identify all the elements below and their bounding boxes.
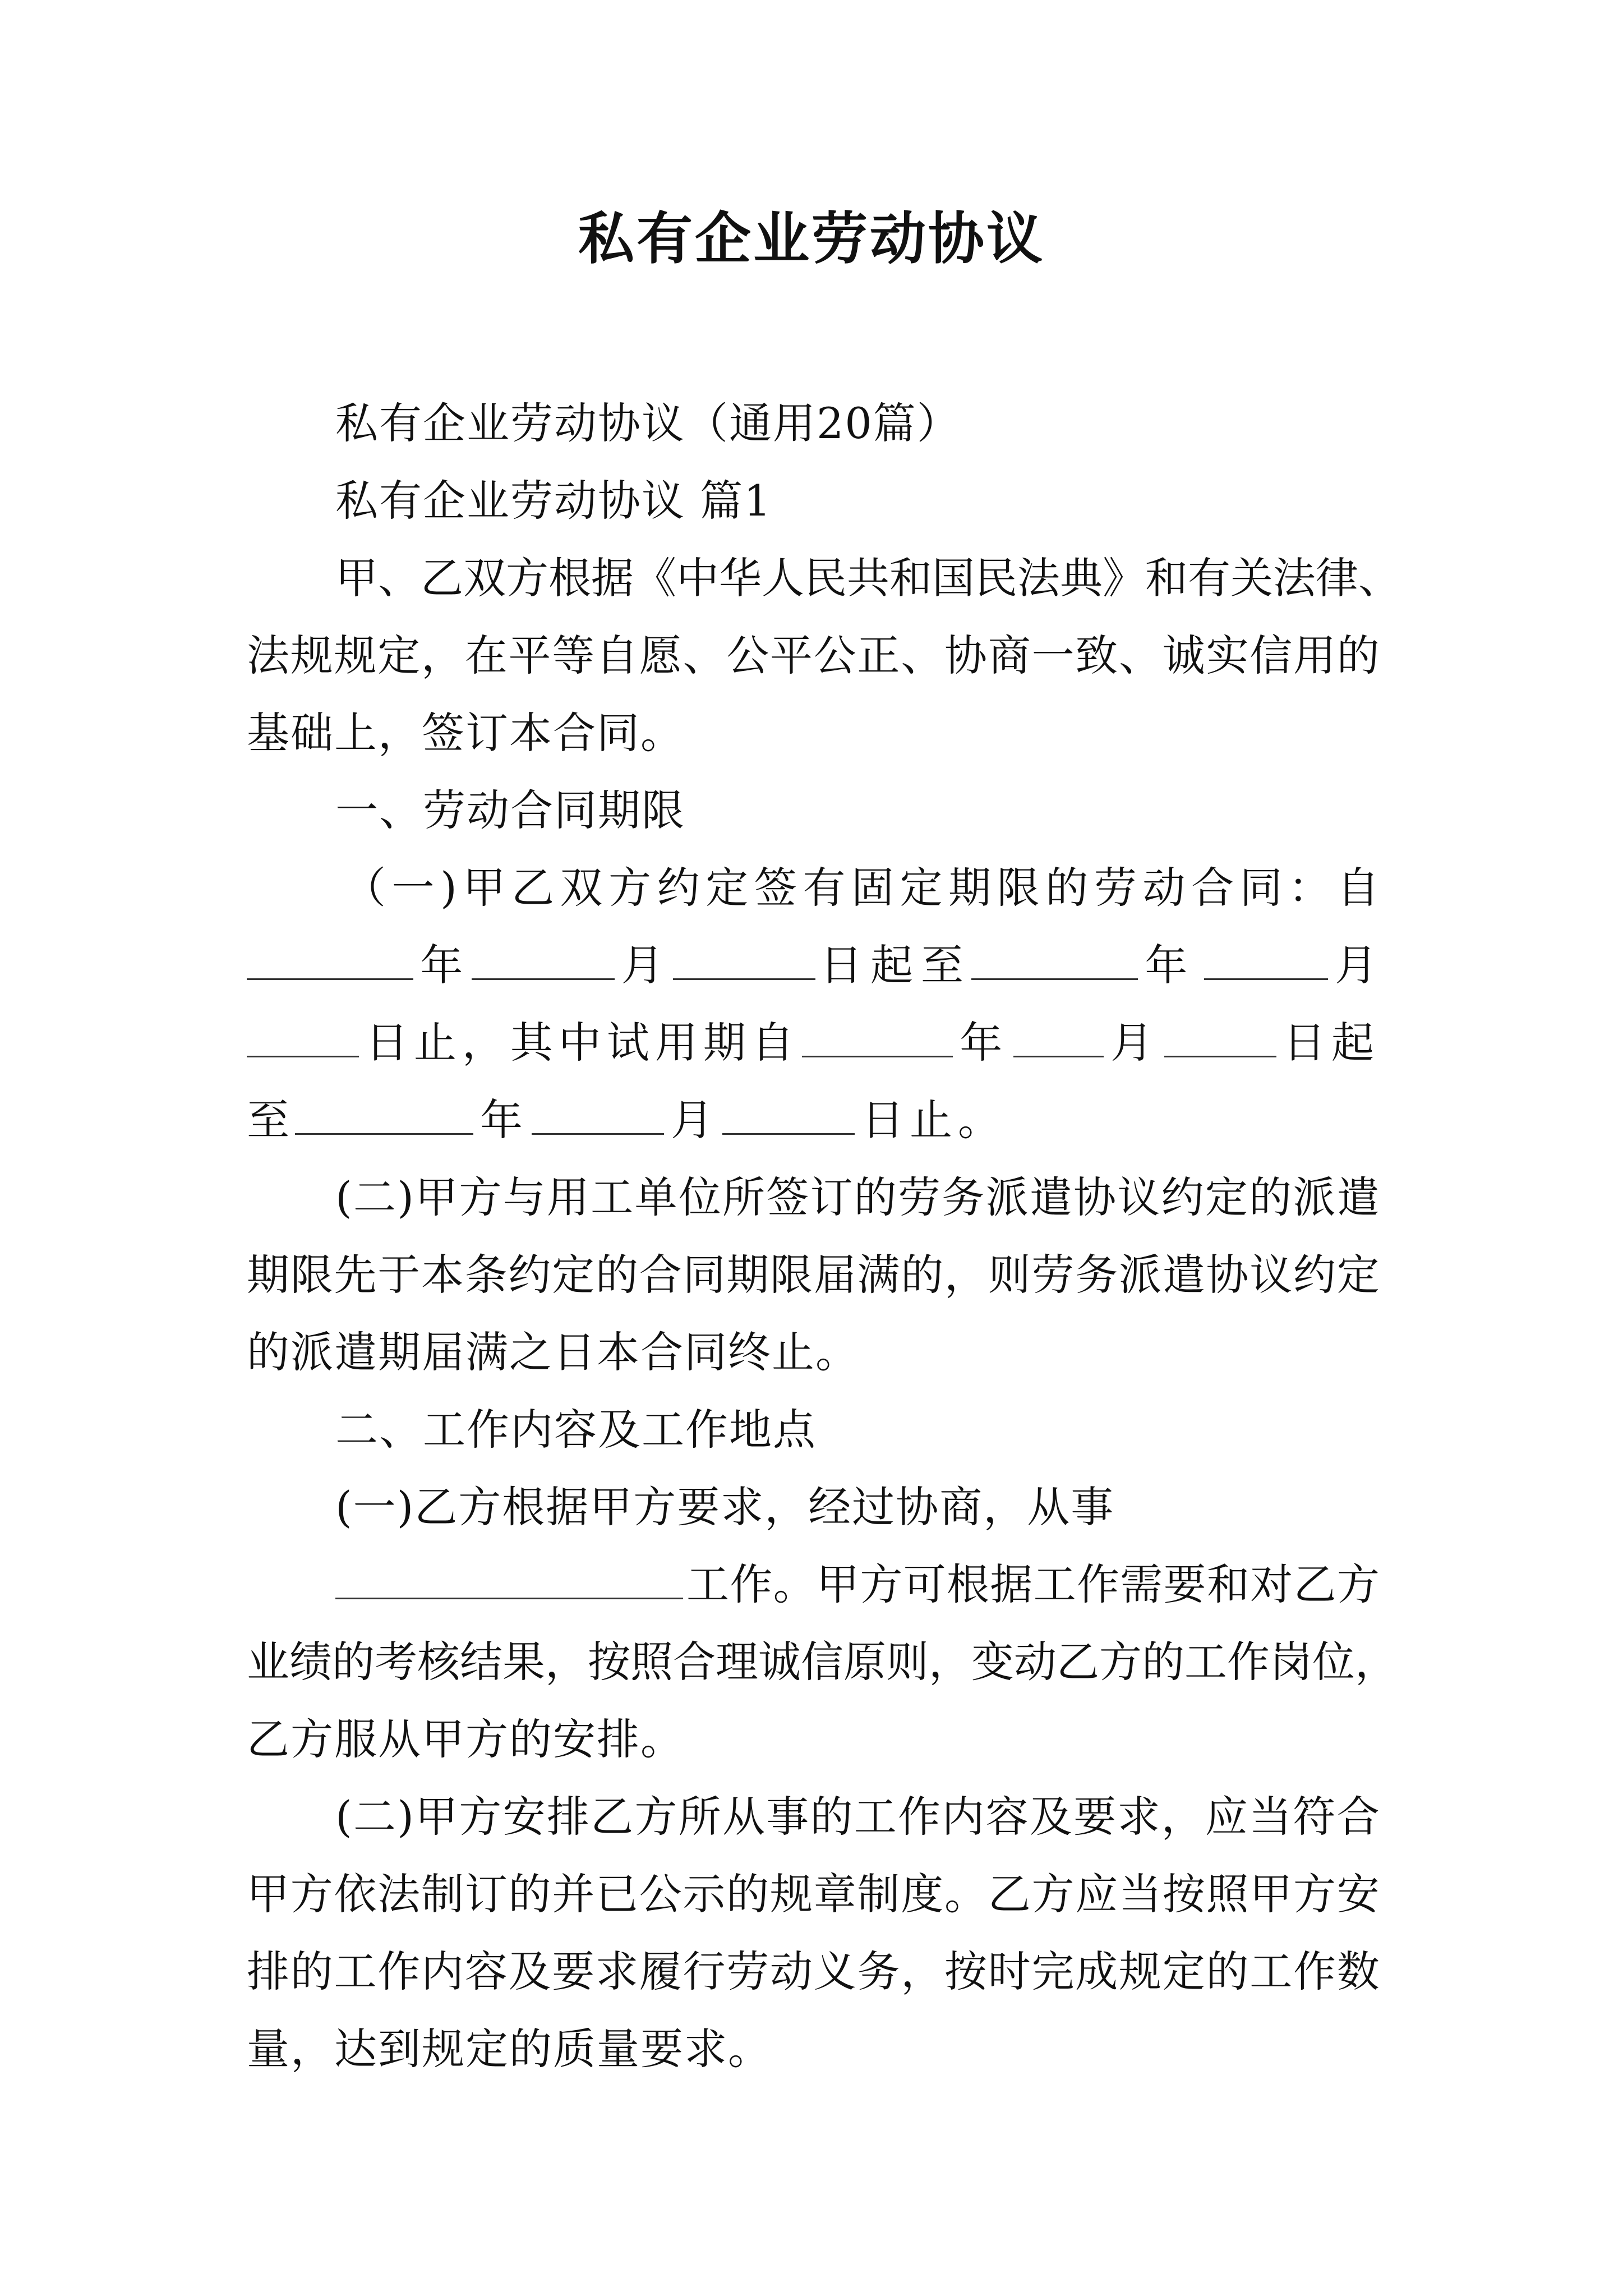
text-char: 的 — [332, 1637, 375, 1687]
text-char: 符 — [1293, 1792, 1336, 1842]
text-char: 的 — [596, 1250, 638, 1300]
heading-contract-term: 一、劳动合同期限 — [335, 785, 685, 835]
paragraph-4-line-3 — [247, 1623, 1398, 1701]
text-year: 年 — [960, 1018, 1005, 1068]
text-char: 乙 — [591, 1792, 634, 1842]
text-char: 果 — [502, 1637, 545, 1687]
text-char: 工 — [334, 1947, 377, 1996]
text-char: 单 — [634, 1172, 677, 1222]
paragraph-1-line-1 — [335, 540, 1401, 617]
text-char: 商 — [988, 631, 1031, 680]
text-char: 与 — [502, 1172, 546, 1222]
section-heading: 私有企业劳动协议 篇1 — [335, 476, 772, 526]
text-char: ， — [944, 1250, 987, 1300]
text-char: 、 — [683, 631, 726, 680]
text-char: 从 — [722, 1792, 765, 1842]
text-char: ) — [397, 1792, 414, 1842]
blank-start-year[interactable] — [247, 927, 413, 980]
text-day-start: 日起 — [1283, 1018, 1380, 1068]
text-char: 根 — [946, 1559, 989, 1609]
text-char: 安 — [1336, 1869, 1380, 1919]
text-char: 双 — [463, 553, 506, 603]
text-char: 应 — [1205, 1792, 1248, 1842]
text-year: 年 — [420, 940, 465, 990]
text-char: 已 — [596, 1869, 638, 1919]
text-char: 方 — [459, 1172, 502, 1222]
text-char: 公 — [726, 631, 769, 680]
text-char: 的 — [810, 1792, 853, 1842]
text-char: 及 — [508, 1947, 551, 1996]
text-char: 议 — [1117, 1172, 1160, 1222]
blank-start-month[interactable] — [472, 927, 614, 980]
text-char: 行 — [683, 1947, 726, 1996]
text-char: 甲 — [1249, 1869, 1293, 1919]
text-char: 劳 — [726, 1947, 769, 1996]
text-char: 需 — [1120, 1559, 1163, 1609]
text-char: 成 — [1075, 1947, 1118, 1996]
text-char: 作 — [1227, 1637, 1270, 1687]
text-char: 的 — [1045, 863, 1089, 913]
text-char: 安 — [502, 1792, 546, 1842]
text-char: 工 — [1033, 1559, 1076, 1609]
text-char: 乙 — [988, 1869, 1031, 1919]
text-char: ， — [929, 1637, 971, 1687]
paragraph-4-line-2 — [335, 1546, 1380, 1623]
text-char: 可 — [903, 1559, 946, 1609]
text-char: 遣 — [1336, 1172, 1380, 1222]
text-char: 典 — [1060, 553, 1103, 603]
text-char: 甲 — [415, 1172, 458, 1222]
text-char: 华 — [719, 553, 762, 603]
text-char: 甲 — [335, 553, 378, 603]
text-char: 的 — [508, 1869, 551, 1919]
text-char: 定 — [552, 1250, 595, 1300]
text-char: 法 — [1017, 553, 1060, 603]
blank-probation-end-month[interactable] — [532, 1082, 664, 1135]
text-char: 内 — [421, 1947, 464, 1996]
text-char: 依 — [334, 1869, 377, 1919]
text-char: 的 — [726, 1869, 769, 1919]
text-char: 合 — [673, 1637, 716, 1687]
text-char: 约 — [1161, 1172, 1204, 1222]
text-char: 定 — [1205, 1172, 1248, 1222]
text-char: 用 — [546, 1172, 589, 1222]
text-char: ， — [901, 1947, 944, 1996]
text-char: 要 — [552, 1947, 595, 1996]
text-char: 方 — [608, 863, 652, 913]
paragraph-4-line-2-text — [686, 1546, 1380, 1623]
text-char: 协 — [1206, 1250, 1249, 1300]
text-char: 应 — [1075, 1869, 1118, 1919]
text-char: 工 — [686, 1559, 729, 1609]
text-char: 信 — [801, 1637, 843, 1687]
text-char: 方 — [1293, 1869, 1336, 1919]
text-char: 章 — [813, 1869, 856, 1919]
text-month: 月 — [671, 1095, 716, 1145]
text-char: 当 — [1249, 1792, 1292, 1842]
text-month: 月 — [1110, 1018, 1156, 1068]
paragraph-5-line-1 — [335, 1778, 1380, 1856]
text-char: 于 — [377, 1250, 421, 1300]
text-char: 议 — [1249, 1250, 1293, 1300]
text-char: 方 — [506, 553, 548, 603]
text-start-until: 日起至 — [820, 940, 971, 990]
text-char: 、 — [1358, 553, 1401, 603]
text-char: 期 — [726, 1250, 769, 1300]
text-char: 按 — [944, 1947, 987, 1996]
text-char: 照 — [630, 1637, 673, 1687]
text-char: 度 — [901, 1869, 944, 1919]
text-char: 的 — [1142, 1637, 1184, 1687]
text-char: 方 — [860, 1559, 903, 1609]
text-char: 制 — [421, 1869, 464, 1919]
text-char: 法 — [1273, 553, 1316, 603]
text-char: 作 — [898, 1792, 941, 1842]
text-char: 签 — [766, 1172, 809, 1222]
text-char: 规 — [1119, 1947, 1161, 1996]
text-char: 的 — [854, 1172, 897, 1222]
text-char: 定 — [900, 863, 943, 913]
text-char: 所 — [678, 1792, 721, 1842]
text-char: ， — [421, 631, 464, 680]
text-char: 乙 — [1293, 1559, 1336, 1609]
text-char: 义 — [813, 1947, 856, 1996]
text-char: ( — [335, 1172, 352, 1222]
text-char: 固 — [851, 863, 895, 913]
text-char: 对 — [1250, 1559, 1293, 1609]
paragraph-2-line-3 — [247, 1004, 1380, 1082]
text-char: 中 — [676, 553, 719, 603]
paragraph-3-line-3: 的派遣期届满之日本合同终止。 — [247, 1327, 859, 1377]
text-char: 签 — [754, 863, 797, 913]
text-char: 共 — [847, 553, 889, 603]
text-char: 限 — [770, 1250, 813, 1300]
text-char: 遣 — [1162, 1250, 1205, 1300]
text-char: 核 — [417, 1637, 460, 1687]
text-char: 规 — [290, 631, 333, 680]
text-char: 按 — [1162, 1869, 1205, 1919]
text-char: 协 — [944, 631, 987, 680]
blank-end-year[interactable] — [971, 927, 1138, 980]
text-char: 正 — [857, 631, 900, 680]
text-char: 位 — [1312, 1637, 1355, 1687]
text-char: 方 — [290, 1869, 333, 1919]
text-day-end: 日止。 — [861, 1095, 1006, 1145]
text-char: 所 — [722, 1172, 765, 1222]
paragraph-2-line-1 — [343, 849, 1380, 927]
text-char: 民 — [975, 553, 1017, 603]
text-char: 和 — [1145, 553, 1188, 603]
text-char: 等 — [552, 631, 595, 680]
text-char: 限 — [290, 1250, 333, 1300]
text-char: 工 — [1249, 1947, 1293, 1996]
text-char: 的 — [1336, 631, 1380, 680]
document-title: 私有企业劳动协议 — [578, 205, 1045, 272]
blank-job-title[interactable] — [335, 1546, 683, 1599]
text-char: 律 — [1316, 553, 1358, 603]
text-char: 在 — [464, 631, 508, 680]
paragraph-5-line-3 — [247, 1933, 1380, 2010]
text-char: 排 — [247, 1947, 289, 1996]
text-char: 约 — [508, 1250, 551, 1300]
text-char: 公 — [813, 631, 856, 680]
text-char: 方 — [1099, 1637, 1142, 1687]
text-char: 规 — [770, 1869, 813, 1919]
text-char: 甲 — [463, 863, 506, 913]
text-char: 信 — [1249, 631, 1293, 680]
text-year: 年 — [480, 1095, 525, 1145]
blank-probation-start-day[interactable] — [1164, 1004, 1276, 1057]
paragraph-4-line-4: 乙方服从甲方的安排。 — [247, 1714, 684, 1764]
text-to: 至 — [247, 1095, 292, 1145]
text-month: 月 — [1335, 940, 1380, 990]
text-char: 示 — [683, 1869, 726, 1919]
text-char: 则 — [886, 1637, 929, 1687]
text-year: 年 — [1145, 940, 1190, 990]
text-char: 求 — [596, 1947, 638, 1996]
text-char: 工 — [854, 1792, 897, 1842]
text-probation-from: 日止，其中试用期自 — [365, 1018, 800, 1068]
text-char: 和 — [1206, 1559, 1249, 1609]
text-char: 据 — [591, 553, 634, 603]
text-char: 条 — [464, 1250, 508, 1300]
text-char: 履 — [639, 1947, 682, 1996]
text-char: 务 — [942, 1172, 985, 1222]
text-char: 及 — [1029, 1792, 1072, 1842]
text-char: 作 — [1293, 1947, 1336, 1996]
paragraph-5-line-2 — [247, 1856, 1380, 1933]
text-char: 劳 — [1094, 863, 1137, 913]
blank-probation-end-day[interactable] — [722, 1082, 855, 1135]
paragraph-2-line-4 — [247, 1082, 1380, 1159]
text-char: 的 — [1249, 1172, 1292, 1222]
blank-probation-end-year[interactable] — [295, 1082, 473, 1135]
text-char: 的 — [901, 1250, 944, 1300]
text-char: ， — [545, 1637, 588, 1687]
text-char: 满 — [857, 1250, 900, 1300]
text-char: 动 — [1142, 863, 1186, 913]
text-char: 甲 — [816, 1559, 859, 1609]
text-char: 》 — [1103, 553, 1145, 603]
text-char: 定 — [706, 863, 749, 913]
text-char: 甲 — [415, 1792, 458, 1842]
paragraph-2-line-2 — [247, 927, 1380, 1004]
text-char: 照 — [1206, 1869, 1249, 1919]
text-char: 关 — [1230, 553, 1273, 603]
text-char: 合 — [639, 1250, 682, 1300]
text-char: 合 — [1191, 863, 1234, 913]
text-char: （ — [343, 863, 386, 913]
text-char: ( — [335, 1792, 352, 1842]
text-char: 工 — [1184, 1637, 1227, 1687]
text-char: 方 — [1336, 1559, 1380, 1609]
text-char: 订 — [464, 1869, 508, 1919]
text-char: 数 — [1336, 1947, 1380, 1996]
text-char: 事 — [766, 1792, 809, 1842]
text-char: 动 — [770, 1947, 813, 1996]
text-char: 则 — [988, 1250, 1031, 1300]
text-char: 劳 — [1031, 1250, 1075, 1300]
text-char: 作 — [1076, 1559, 1119, 1609]
text-char: 制 — [857, 1869, 900, 1919]
text-char: 期 — [948, 863, 992, 913]
text-char: 结 — [460, 1637, 502, 1687]
text-char: 乙 — [511, 863, 554, 913]
blank-end-month[interactable] — [1204, 927, 1328, 980]
text-char: 有 — [1188, 553, 1230, 603]
text-char: 遣 — [1029, 1172, 1072, 1222]
text-char: 定 — [1336, 1250, 1380, 1300]
text-char: 乙 — [421, 553, 463, 603]
text-char: 完 — [1031, 1947, 1075, 1996]
text-char: 愿 — [639, 631, 682, 680]
text-char: 要 — [1163, 1559, 1206, 1609]
text-char: 平 — [770, 631, 813, 680]
text-char: 二 — [353, 1792, 396, 1842]
paragraph-3-line-1 — [335, 1159, 1380, 1236]
text-char: 根 — [548, 553, 591, 603]
text-month: 月 — [621, 940, 666, 990]
text-char: 。 — [944, 1869, 987, 1919]
text-char: 用 — [1293, 631, 1336, 680]
text-char: 国 — [932, 553, 975, 603]
text-char: 诚 — [758, 1637, 801, 1687]
text-char: 平 — [508, 631, 551, 680]
text-char: 《 — [634, 553, 676, 603]
text-char: 人 — [762, 553, 804, 603]
text-char: 方 — [1031, 1869, 1075, 1919]
text-char: 排 — [546, 1792, 589, 1842]
paragraph-1-line-2 — [247, 617, 1380, 694]
blank-probation-start-year[interactable] — [802, 1004, 953, 1057]
text-char: 的 — [290, 1947, 333, 1996]
text-char: 定 — [1162, 1947, 1205, 1996]
text-char: 同 — [683, 1250, 726, 1300]
text-char: 协 — [1073, 1172, 1117, 1222]
text-char: 要 — [1073, 1792, 1117, 1842]
text-char: 位 — [678, 1172, 721, 1222]
text-char: 岗 — [1270, 1637, 1312, 1687]
text-char: 、 — [901, 631, 944, 680]
text-char: 容 — [985, 1792, 1029, 1842]
text-char: 约 — [657, 863, 700, 913]
text-char: 同 — [1239, 863, 1283, 913]
text-char: 和 — [889, 553, 932, 603]
text-char: ： — [1288, 863, 1331, 913]
text-char: 限 — [997, 863, 1040, 913]
text-char: 二 — [353, 1172, 396, 1222]
text-char: 、 — [1119, 631, 1161, 680]
text-char: 工 — [591, 1172, 634, 1222]
text-char: 本 — [421, 1250, 464, 1300]
paragraph-4-line-1: (一)乙方根据甲方要求，经过协商，从事 — [335, 1482, 1115, 1532]
text-char: 动 — [1014, 1637, 1057, 1687]
text-char: ) — [397, 1172, 414, 1222]
text-char: 实 — [1206, 631, 1249, 680]
text-char: 务 — [857, 1947, 900, 1996]
text-char: 致 — [1075, 631, 1118, 680]
blank-start-day[interactable] — [673, 927, 815, 980]
text-char: 定 — [377, 631, 421, 680]
text-char: 按 — [588, 1637, 630, 1687]
text-char: 方 — [459, 1792, 502, 1842]
text-char: 考 — [375, 1637, 417, 1687]
text-char: 派 — [1293, 1172, 1336, 1222]
text-char: 绩 — [289, 1637, 332, 1687]
text-char: 订 — [810, 1172, 853, 1222]
text-char: 派 — [985, 1172, 1029, 1222]
text-char: 作 — [377, 1947, 421, 1996]
text-char: 一 — [1031, 631, 1075, 680]
text-char: 。 — [773, 1559, 816, 1609]
text-char: 约 — [1293, 1250, 1336, 1300]
blank-end-day[interactable] — [247, 1004, 359, 1057]
text-char: ， — [1161, 1792, 1204, 1842]
text-char: 法 — [377, 1869, 421, 1919]
text-char: 法 — [247, 631, 289, 680]
text-char: 容 — [464, 1947, 508, 1996]
text-char: 原 — [843, 1637, 886, 1687]
text-char: 双 — [560, 863, 603, 913]
text-char: 期 — [247, 1250, 289, 1300]
text-char: 一 — [391, 863, 435, 913]
paragraph-1-line-3: 基础上，签订本合同。 — [247, 708, 684, 758]
text-char: 理 — [716, 1637, 758, 1687]
heading-work-content: 二、工作内容及工作地点 — [335, 1405, 817, 1455]
text-char: 当 — [1119, 1869, 1161, 1919]
text-char: 届 — [813, 1250, 856, 1300]
text-char: 先 — [334, 1250, 377, 1300]
text-char: ) — [440, 863, 457, 913]
text-char: 派 — [1119, 1250, 1161, 1300]
text-char: ， — [1355, 1637, 1398, 1687]
text-char: 的 — [1206, 1947, 1249, 1996]
text-char: 作 — [730, 1559, 773, 1609]
text-char: 自 — [596, 631, 638, 680]
text-char: 据 — [990, 1559, 1033, 1609]
text-char: 方 — [634, 1792, 677, 1842]
text-char: 诚 — [1162, 631, 1205, 680]
text-char: 自 — [1336, 863, 1380, 913]
blank-probation-start-month[interactable] — [1013, 1004, 1104, 1057]
text-char: 劳 — [898, 1172, 941, 1222]
document-subtitle: 私有企业劳动协议（通用20篇） — [335, 398, 961, 448]
text-char: 时 — [988, 1947, 1031, 1996]
text-char: 务 — [1075, 1250, 1118, 1300]
text-char: 求 — [1117, 1792, 1160, 1842]
text-char: 内 — [942, 1792, 985, 1842]
text-char: 合 — [1336, 1792, 1380, 1842]
text-char: 变 — [971, 1637, 1014, 1687]
text-char: 乙 — [1057, 1637, 1099, 1687]
text-char: 、 — [378, 553, 421, 603]
text-char: 并 — [552, 1869, 595, 1919]
paragraph-3-line-2 — [247, 1236, 1380, 1314]
text-char: 公 — [639, 1869, 682, 1919]
text-char: 民 — [804, 553, 847, 603]
paragraph-5-line-4: 量，达到规定的质量要求。 — [247, 2024, 772, 2074]
text-char: 有 — [803, 863, 846, 913]
text-char: 甲 — [247, 1869, 289, 1919]
text-char: 业 — [247, 1637, 289, 1687]
text-char: 规 — [334, 631, 377, 680]
